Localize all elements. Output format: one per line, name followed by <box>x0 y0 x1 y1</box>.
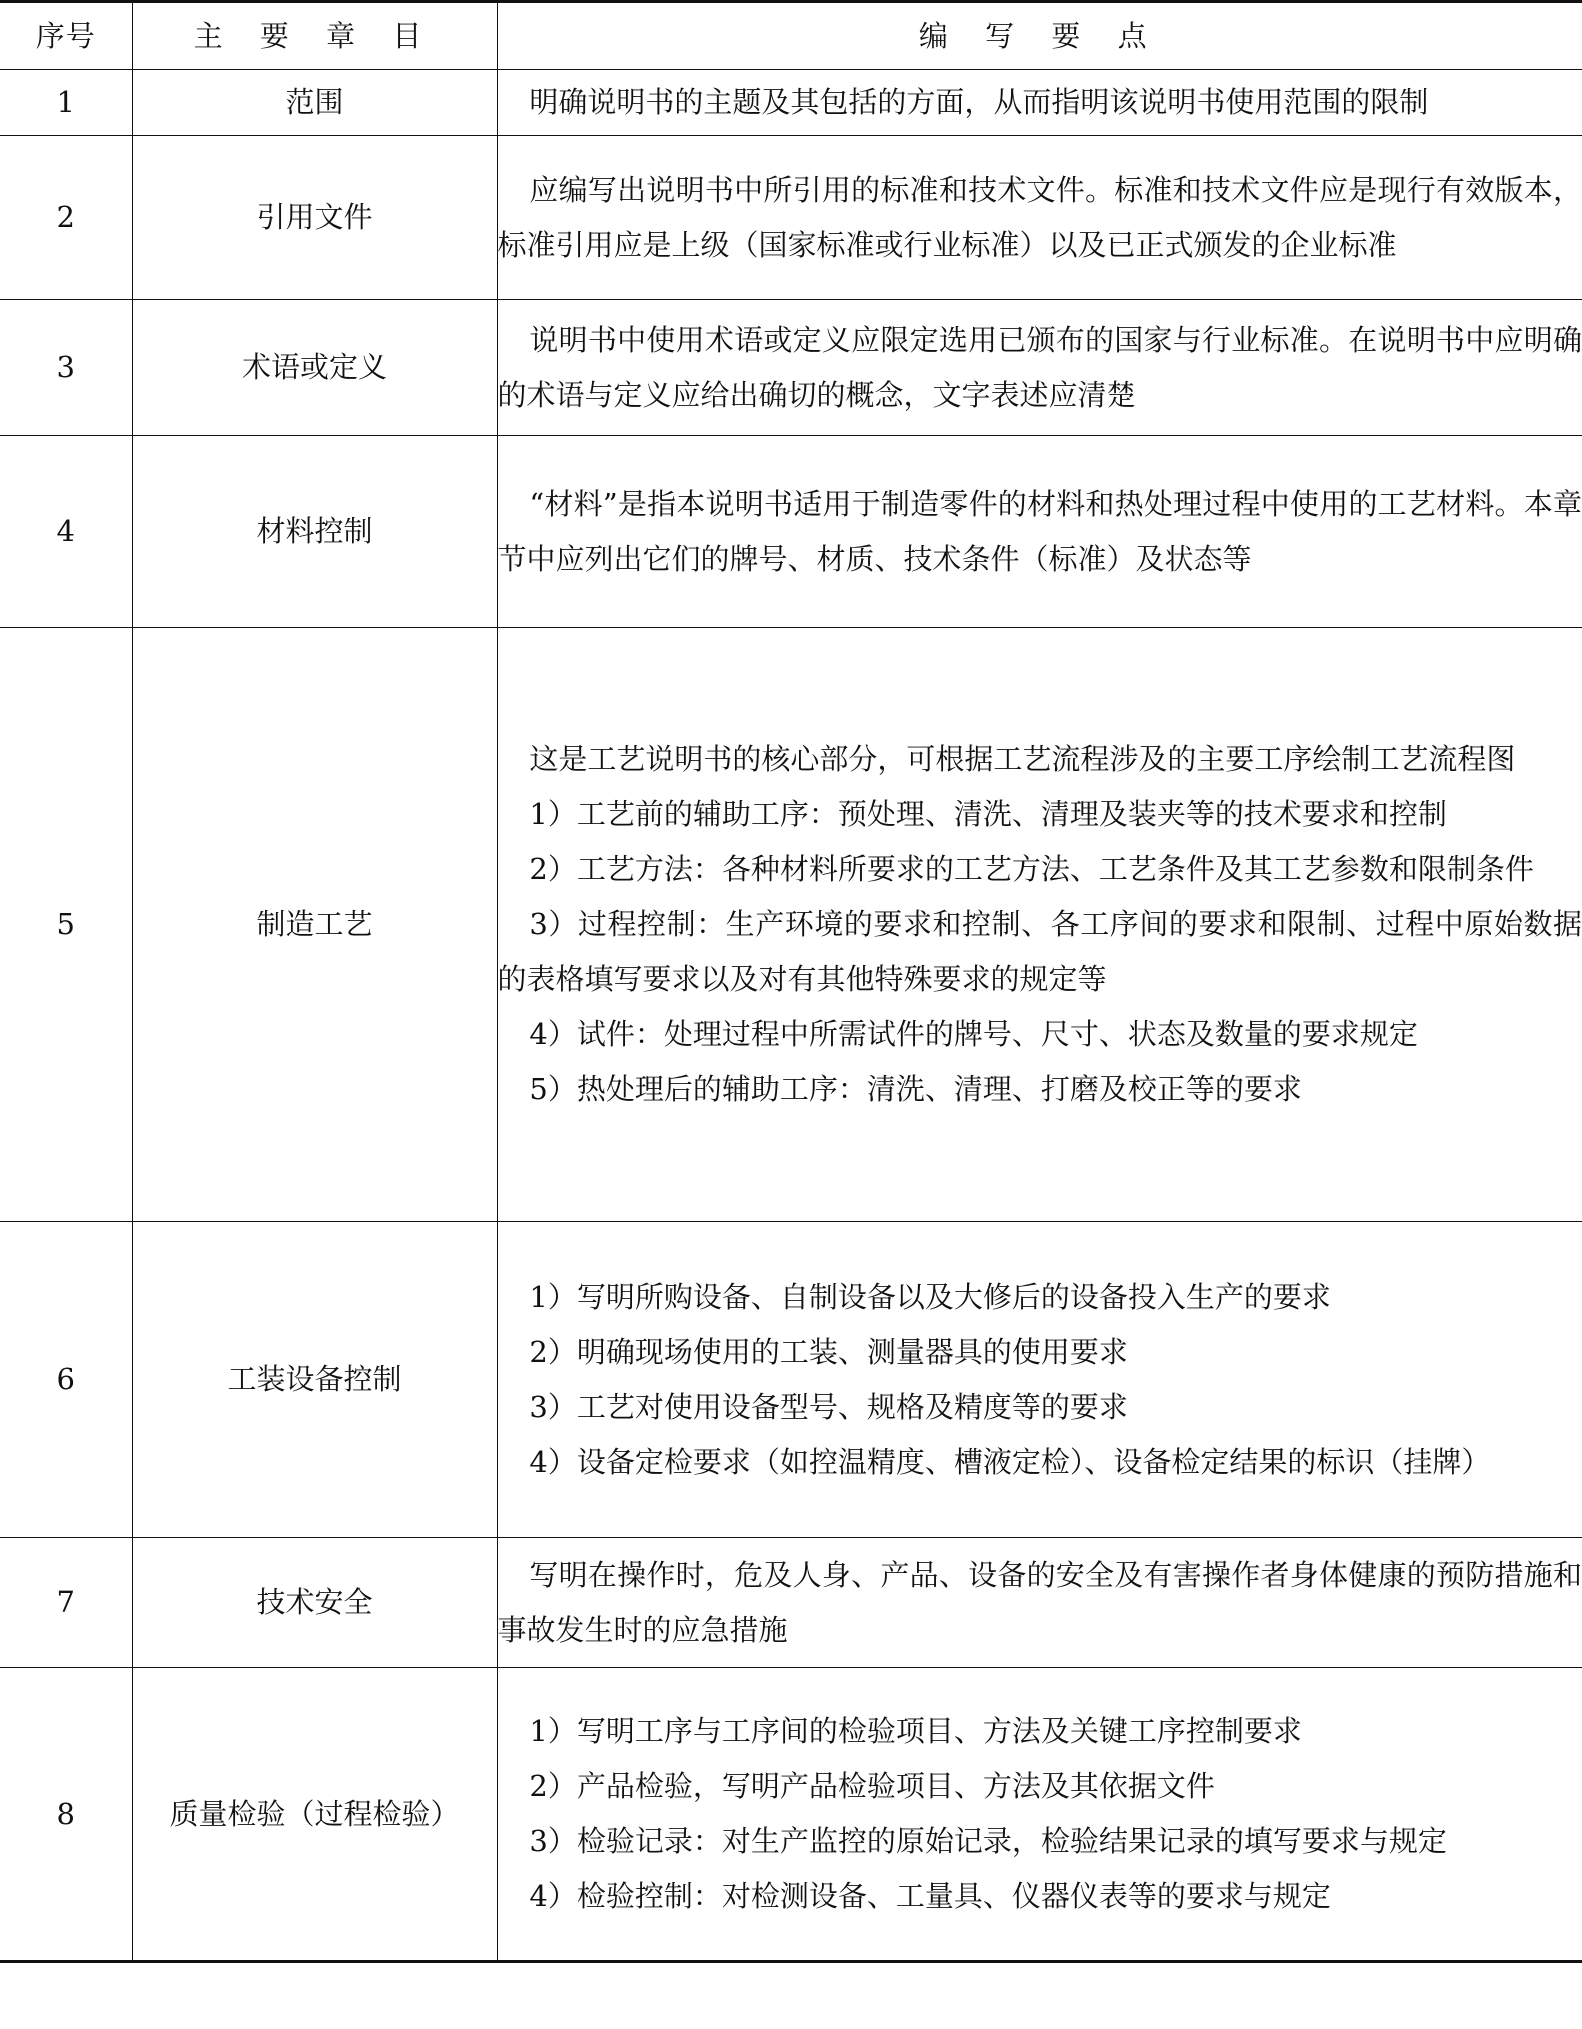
table-row <box>0 1668 1582 1962</box>
row-points <box>497 300 1582 436</box>
point-paragraph: 2）工艺方法：各种材料所要求的工艺方法、工艺条件及其工艺参数和限制条件 <box>529 852 1534 886</box>
point-paragraph: 这是工艺说明书的核心部分，可根据工艺流程涉及的主要工序绘制工艺流程图 <box>529 742 1516 776</box>
table-header <box>0 2 1582 70</box>
row-chapter: 引用文件 <box>132 136 497 300</box>
row-chapter: 工装设备控制 <box>132 1222 497 1538</box>
row-points <box>497 628 1582 1222</box>
point-paragraph: 3）检验记录：对生产监控的原始记录，检验结果记录的填写要求与规定 <box>529 1824 1447 1858</box>
row-number: 7 <box>0 1538 132 1668</box>
table-row <box>0 628 1582 1222</box>
point-paragraph: 应编写出说明书中所引用的标准和技术文件。标准和技术文件应是现行有效版本，标准引用应是上级（国家标准或行业标准）以及已正式颁发的企业标准 <box>497 172 1582 262</box>
point-paragraph: 说明书中使用术语或定义应限定选用已颁布的国家与行业标准。在说明书中应明确的术语与定义应给出确切的概念，文字表述应清楚 <box>497 322 1582 412</box>
row-number: 8 <box>0 1668 132 1962</box>
point-paragraph: 1）写明所购设备、自制设备以及大修后的设备投入生产的要求 <box>529 1279 1331 1314</box>
row-number: 5 <box>0 628 132 1222</box>
table-row <box>0 136 1582 300</box>
row-chapter: 范围 <box>132 70 497 136</box>
point-paragraph: 2）明确现场使用的工装、测量器具的使用要求 <box>529 1334 1128 1369</box>
point-paragraph: 3）过程控制：生产环境的要求和控制、各工序间的要求和限制、过程中原始数据的表格填写要求以及对有其他特殊要求的规定等 <box>497 907 1582 996</box>
point-paragraph: 4）试件：处理过程中所需试件的牌号、尺寸、状态及数量的要求规定 <box>529 1017 1418 1051</box>
row-points <box>497 1668 1582 1962</box>
point-paragraph: 4）设备定检要求（如控温精度、槽液定检）、设备检定结果的标识（挂牌） <box>529 1444 1491 1479</box>
row-chapter: 材料控制 <box>132 436 497 628</box>
header-chapter: 主 要 章 目 <box>132 2 497 70</box>
row-number: 4 <box>0 436 132 628</box>
header-no: 序号 <box>0 2 132 70</box>
point-paragraph: 2）产品检验，写明产品检验项目、方法及其依据文件 <box>529 1769 1215 1803</box>
row-number: 3 <box>0 300 132 436</box>
table-row <box>0 70 1582 136</box>
row-chapter: 技术安全 <box>132 1538 497 1668</box>
row-points <box>497 1222 1582 1538</box>
row-points <box>497 70 1582 136</box>
point-paragraph: 写明在操作时，危及人身、产品、设备的安全及有害操作者身体健康的预防措施和事故发生时的应急措施 <box>497 1557 1582 1647</box>
table-row <box>0 300 1582 436</box>
row-points <box>497 436 1582 628</box>
row-number: 2 <box>0 136 132 300</box>
row-chapter: 质量检验（过程检验） <box>132 1668 497 1962</box>
point-paragraph: 3）工艺对使用设备型号、规格及精度等的要求 <box>529 1389 1128 1424</box>
row-number: 6 <box>0 1222 132 1538</box>
header-row <box>0 2 1582 70</box>
point-paragraph: “材料”是指本说明书适用于制造零件的材料和热处理过程中使用的工艺材料。本章节中应列出它们的牌号、材质、技术条件（标准）及状态等 <box>497 486 1582 576</box>
header-points: 编 写 要 点 <box>497 2 1582 70</box>
point-paragraph: 1）工艺前的辅助工序：预处理、清洗、清理及装夹等的技术要求和控制 <box>529 797 1447 831</box>
table-row <box>0 1538 1582 1668</box>
table-row <box>0 1222 1582 1538</box>
row-number: 1 <box>0 70 132 136</box>
point-paragraph: 5）热处理后的辅助工序：清洗、清理、打磨及校正等的要求 <box>529 1072 1302 1106</box>
row-chapter: 术语或定义 <box>132 300 497 436</box>
point-paragraph: 1）写明工序与工序间的检验项目、方法及关键工序控制要求 <box>529 1714 1302 1748</box>
row-points <box>497 1538 1582 1668</box>
row-points <box>497 136 1582 300</box>
row-chapter: 制造工艺 <box>132 628 497 1222</box>
table-body <box>0 70 1582 1962</box>
point-paragraph: 4）检验控制：对检测设备、工量具、仪器仪表等的要求与规定 <box>529 1879 1331 1913</box>
table-row <box>0 436 1582 628</box>
point-paragraph: 明确说明书的主题及其包括的方面，从而指明该说明书使用范围的限制 <box>529 85 1429 119</box>
